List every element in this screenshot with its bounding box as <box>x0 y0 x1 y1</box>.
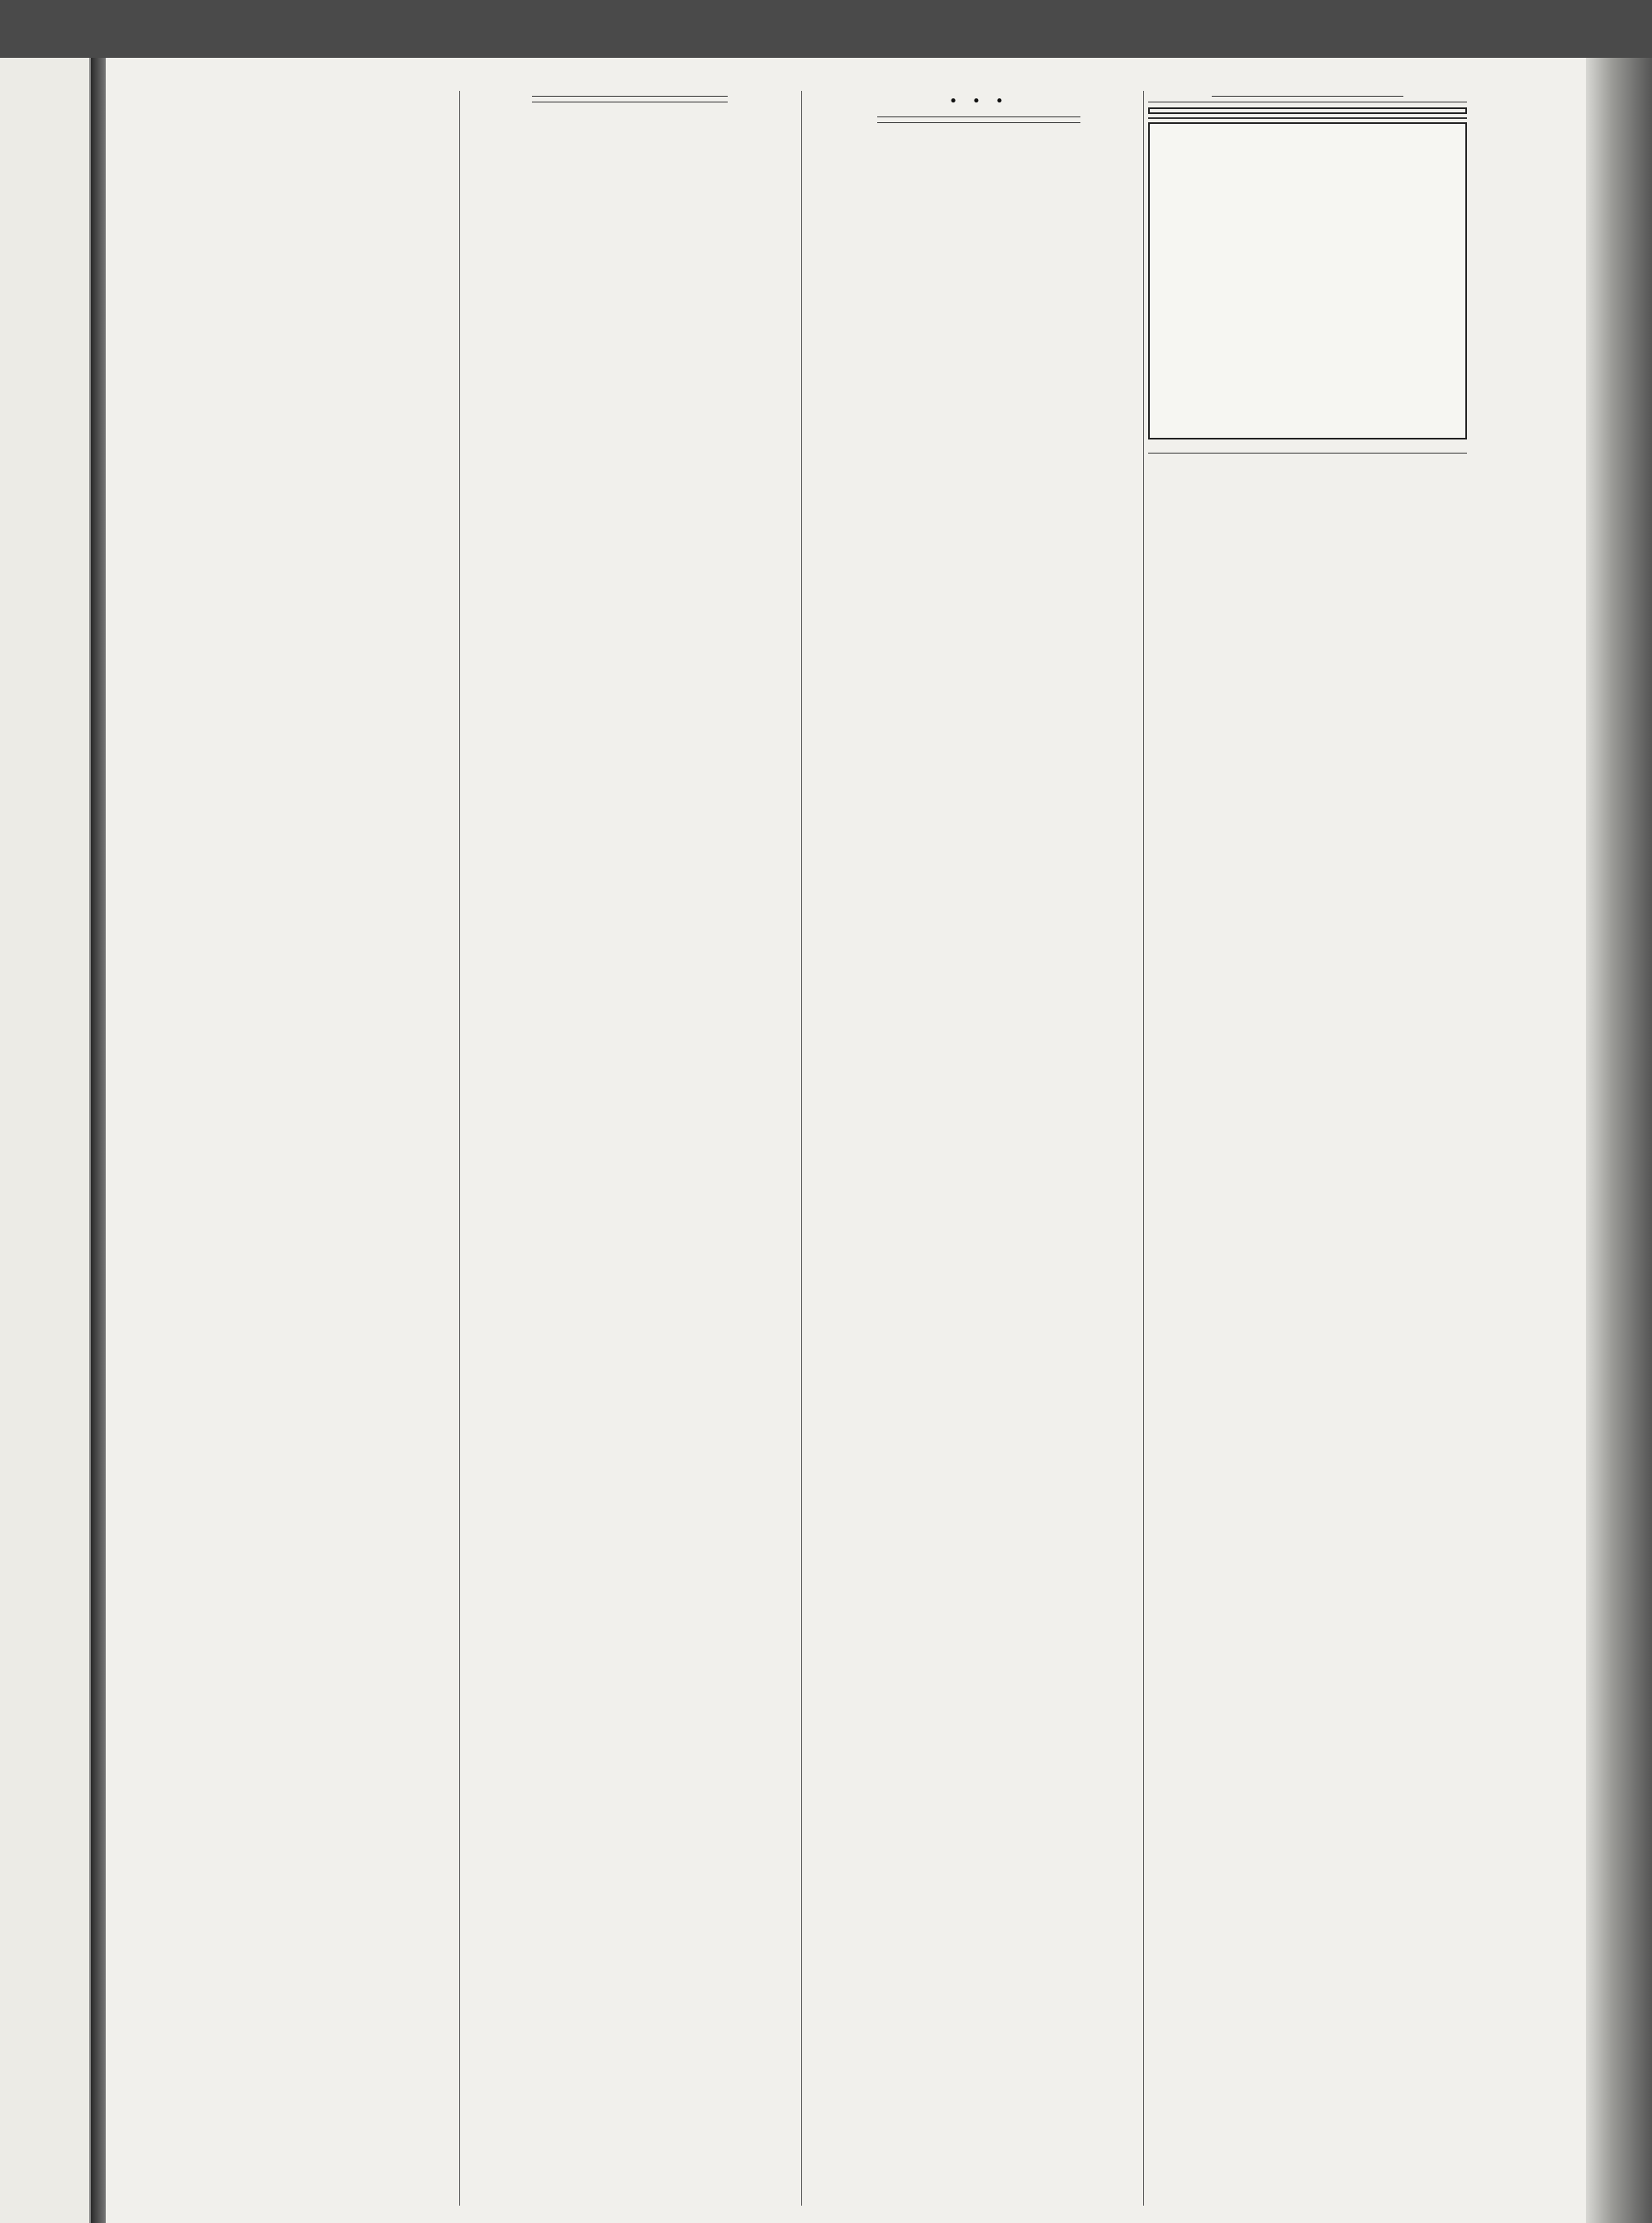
column-2 <box>467 91 793 2197</box>
column-4 <box>1148 91 1467 2197</box>
page-gutter <box>91 58 106 2223</box>
weather-station-title <box>1148 107 1467 114</box>
separator <box>877 116 1080 117</box>
column-divider <box>459 91 460 2206</box>
barometer-graph <box>1148 122 1467 439</box>
separator <box>1212 96 1403 97</box>
page-edge <box>1586 58 1652 2223</box>
previous-page-strip <box>0 58 91 2223</box>
column-1 <box>126 91 449 2197</box>
separator <box>1148 453 1467 454</box>
separator-dots: • • • <box>948 93 1009 110</box>
separator <box>532 96 728 97</box>
graph-day-row <box>1148 117 1467 119</box>
column-3 <box>809 91 1148 2197</box>
separator <box>877 122 1080 123</box>
column-divider <box>801 91 802 2206</box>
